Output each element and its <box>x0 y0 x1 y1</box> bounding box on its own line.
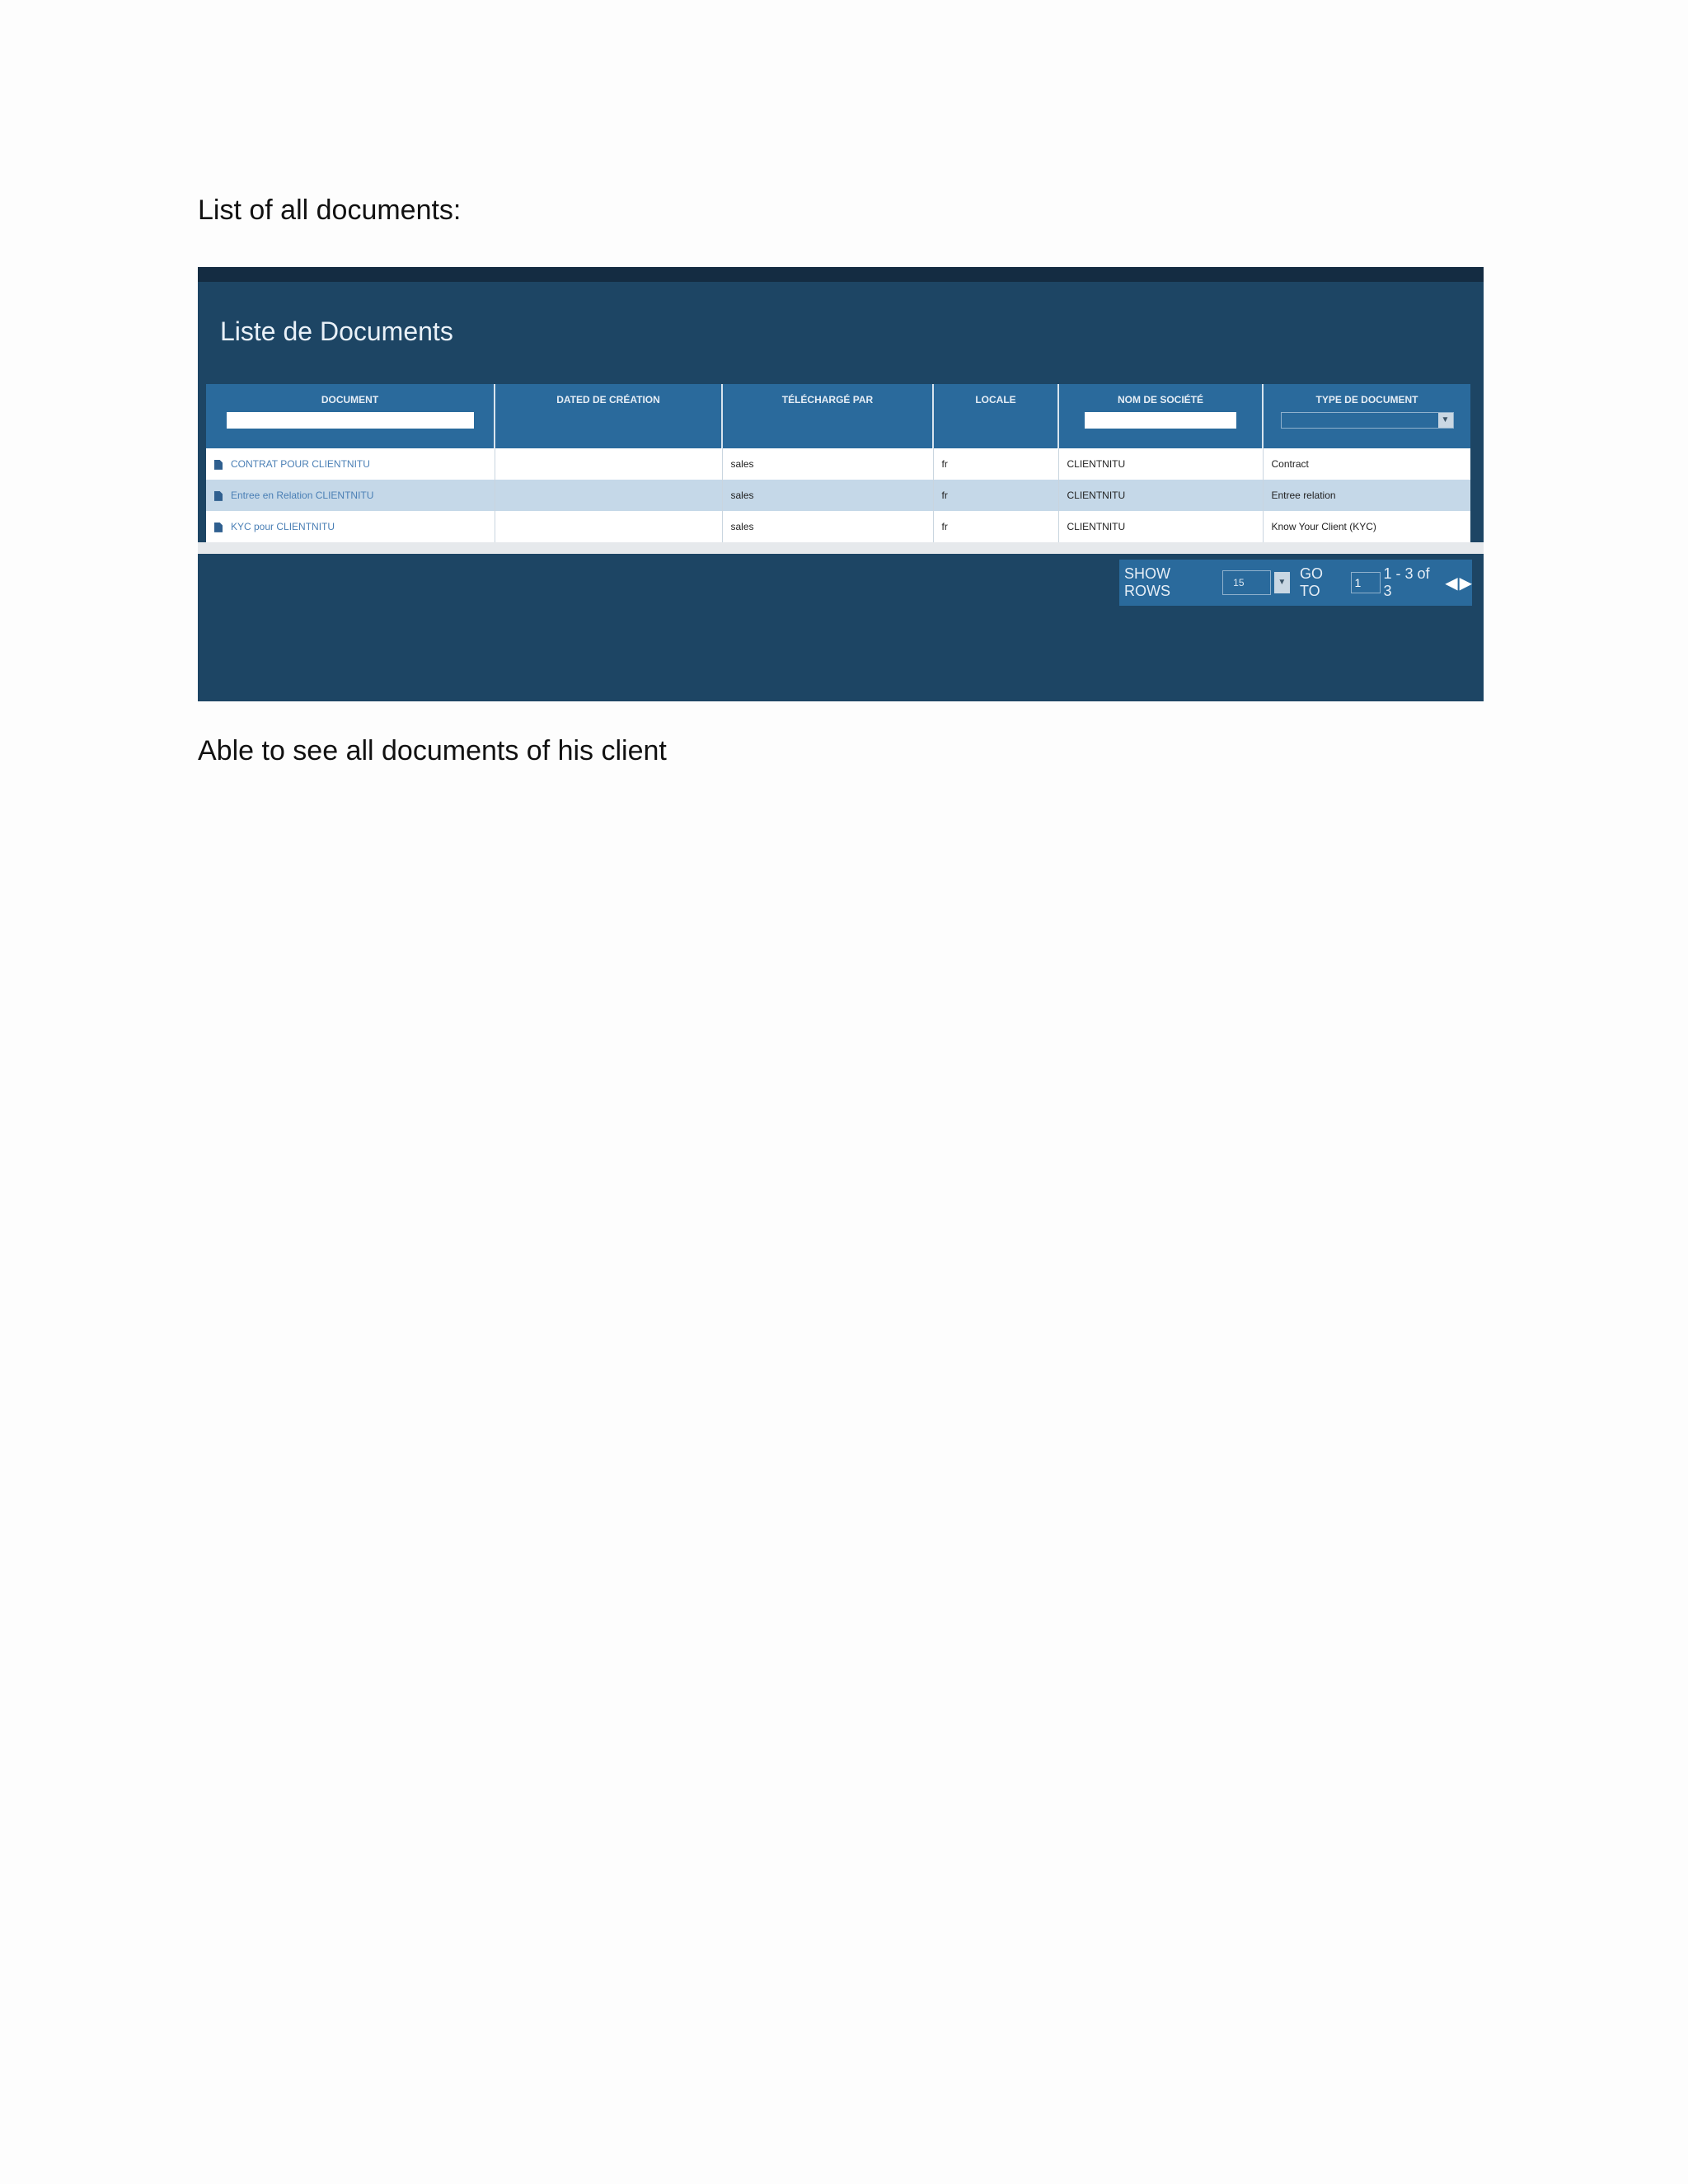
pagination-bar <box>1119 560 1472 606</box>
dropdown-arrow-icon[interactable]: ▼ <box>1438 413 1453 428</box>
document-cell[interactable] <box>206 480 495 511</box>
column-header-company[interactable]: NOM DE SOCIÉTÉ <box>1058 384 1263 448</box>
uploaded-by-cell: sales <box>722 511 933 542</box>
top-bar <box>198 267 1484 282</box>
documents-table <box>206 384 1470 542</box>
goto-label: GO TO <box>1300 565 1324 599</box>
document-link[interactable]: CONTRAT POUR CLIENTNITU <box>231 458 370 470</box>
locale-cell: fr <box>933 511 1058 542</box>
document-cell[interactable] <box>206 511 495 542</box>
locale-cell: fr <box>933 448 1058 480</box>
goto-page-input[interactable] <box>1351 572 1381 593</box>
type-cell: Contract <box>1263 448 1470 480</box>
column-header-created[interactable]: DATED DE CRÉATION <box>495 384 722 448</box>
page-range-text: 1 - 3 of 3 <box>1383 565 1430 599</box>
table-row[interactable] <box>206 511 1470 542</box>
document-list-screenshot <box>198 267 1484 701</box>
company-filter-input[interactable] <box>1085 412 1236 429</box>
created-cell <box>495 448 722 480</box>
company-cell: CLIENTNITU <box>1058 480 1263 511</box>
file-icon <box>214 460 223 470</box>
type-cell: Know Your Client (KYC) <box>1263 511 1470 542</box>
show-rows-label: SHOW ROWS <box>1124 565 1170 599</box>
table-row[interactable] <box>206 480 1470 511</box>
created-cell <box>495 480 722 511</box>
uploaded-by-cell: sales <box>722 480 933 511</box>
column-header-locale[interactable]: LOCALE <box>933 384 1058 448</box>
table-row[interactable] <box>206 448 1470 480</box>
dropdown-arrow-icon[interactable]: ▼ <box>1274 572 1290 593</box>
company-cell: CLIENTNITU <box>1058 448 1263 480</box>
locale-cell: fr <box>933 480 1058 511</box>
created-cell <box>495 511 722 542</box>
type-cell: Entree relation <box>1263 480 1470 511</box>
file-icon <box>214 491 223 501</box>
file-icon <box>214 523 223 532</box>
horizontal-scrollbar[interactable] <box>198 542 1484 554</box>
rows-per-page-select[interactable]: 15 <box>1222 570 1271 595</box>
document-link[interactable]: Entree en Relation CLIENTNITU <box>231 490 374 501</box>
document-cell[interactable] <box>206 448 495 480</box>
type-filter-select[interactable] <box>1281 412 1454 429</box>
document-filter-input[interactable] <box>227 412 474 429</box>
column-header-uploaded-by[interactable]: TÉLÉCHARGÉ PAR <box>722 384 933 448</box>
panel-title: Liste de Documents <box>220 316 453 346</box>
uploaded-by-cell: sales <box>722 448 933 480</box>
prev-page-icon[interactable]: ◀ <box>1445 574 1458 593</box>
document-link[interactable]: KYC pour CLIENTNITU <box>231 521 335 532</box>
column-header-type[interactable]: TYPE DE DOCUMENT ▼ <box>1263 384 1470 448</box>
outro-text: Able to see all documents of his client <box>198 735 667 766</box>
table-header-row <box>206 384 1470 448</box>
next-page-icon[interactable]: ▶ <box>1459 574 1472 593</box>
intro-text: List of all documents: <box>198 194 462 226</box>
company-cell: CLIENTNITU <box>1058 511 1263 542</box>
column-header-document[interactable]: DOCUMENT <box>206 384 495 448</box>
